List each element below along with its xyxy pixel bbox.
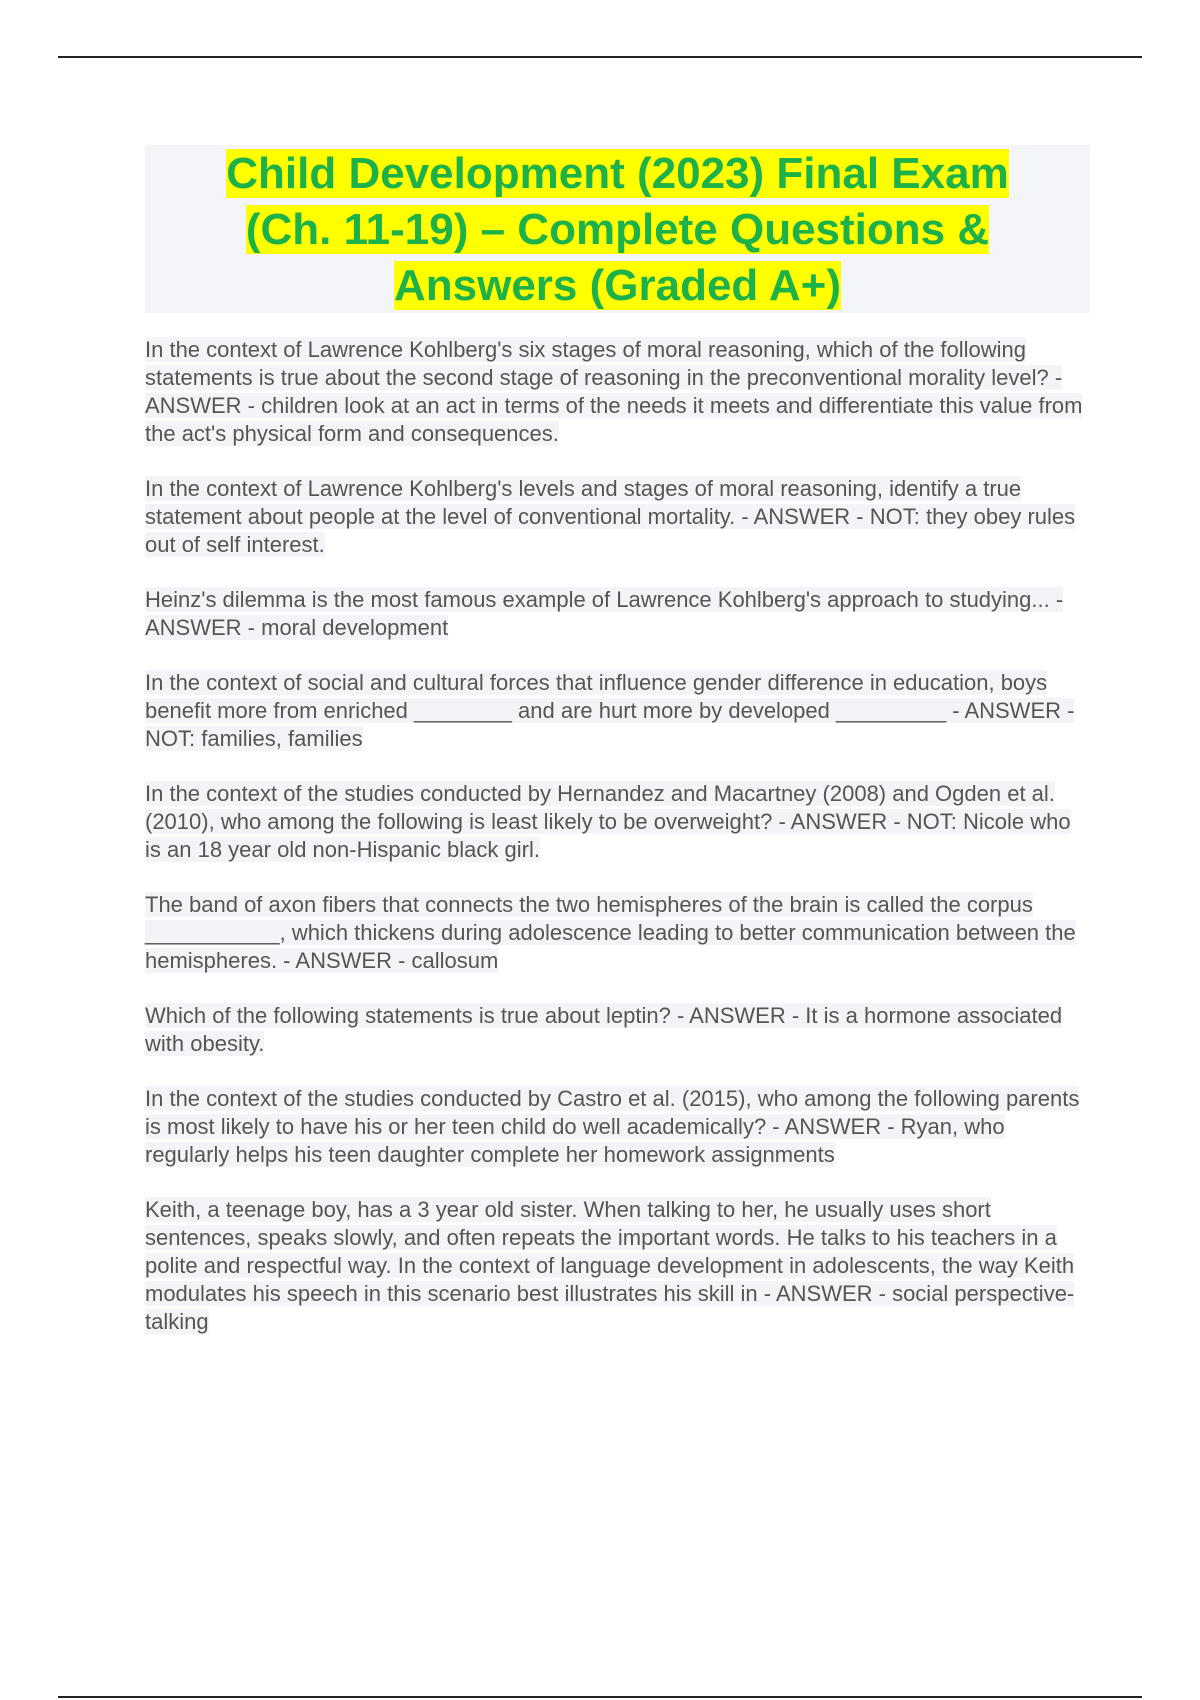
title-line: Answers (Graded A+) xyxy=(393,261,842,310)
qa-list xyxy=(145,336,1090,1363)
qa-item: The band of axon fibers that connects the two hemispheres of the brain is called the corpus ___________, which thickens during adolescence leading to better communication between the hemispheres. - ANSWER - callosum xyxy=(145,892,1076,973)
document-title xyxy=(145,145,1090,314)
qa-item: In the context of Lawrence Kohlberg's levels and stages of moral reasoning, identify a true statement about people at the level of conventional mortality. - ANSWER - NOT: they obey rules out of self interest. xyxy=(145,476,1076,557)
qa-item: In the context of social and cultural forces that influence gender difference in education, boys benefit more from enriched ________ and are hurt more by developed _________ - ANSWER - NOT: families, families xyxy=(145,670,1075,751)
header-rule xyxy=(58,56,1142,58)
title-block xyxy=(145,145,1090,313)
qa-item: Which of the following statements is true about leptin? - ANSWER - It is a hormone associated with obesity. xyxy=(145,1003,1063,1056)
qa-item: In the context of the studies conducted by Hernandez and Macartney (2008) and Ogden et al. (2010), who among the following is least likely to be overweight? - ANSWER - NOT: Nicole who is an 18 year old non-Hispanic black girl. xyxy=(145,781,1071,862)
title-line: (Ch. 11-19) – Complete Questions & xyxy=(245,205,990,254)
qa-item: In the context of Lawrence Kohlberg's six stages of moral reasoning, which of the following statements is true about the second stage of reasoning in the preconventional morality level? - ANSWER - children look at an act in terms of the needs it meets and differentiate this value from the act's physical form and consequences. xyxy=(145,337,1083,446)
qa-item: Heinz's dilemma is the most famous example of Lawrence Kohlberg's approach to studying... - ANSWER - moral development xyxy=(145,587,1064,640)
footer-rule xyxy=(58,1696,1142,1698)
qa-item: In the context of the studies conducted by Castro et al. (2015), who among the following parents is most likely to have his or her teen child do well academically? - ANSWER - Ryan, who regularly helps his teen daughter complete her homework assignments xyxy=(145,1086,1080,1167)
title-line: Child Development (2023) Final Exam xyxy=(226,149,1009,198)
qa-item: Keith, a teenage boy, has a 3 year old sister. When talking to her, he usually uses short sentences, speaks slowly, and often repeats the important words. He talks to his teachers in a polite and respectful way. In the context of language development in adolescents, the way Keith modulates his speech in this scenario best illustrates his skill in - ANSWER - social perspective-talking xyxy=(145,1197,1075,1334)
